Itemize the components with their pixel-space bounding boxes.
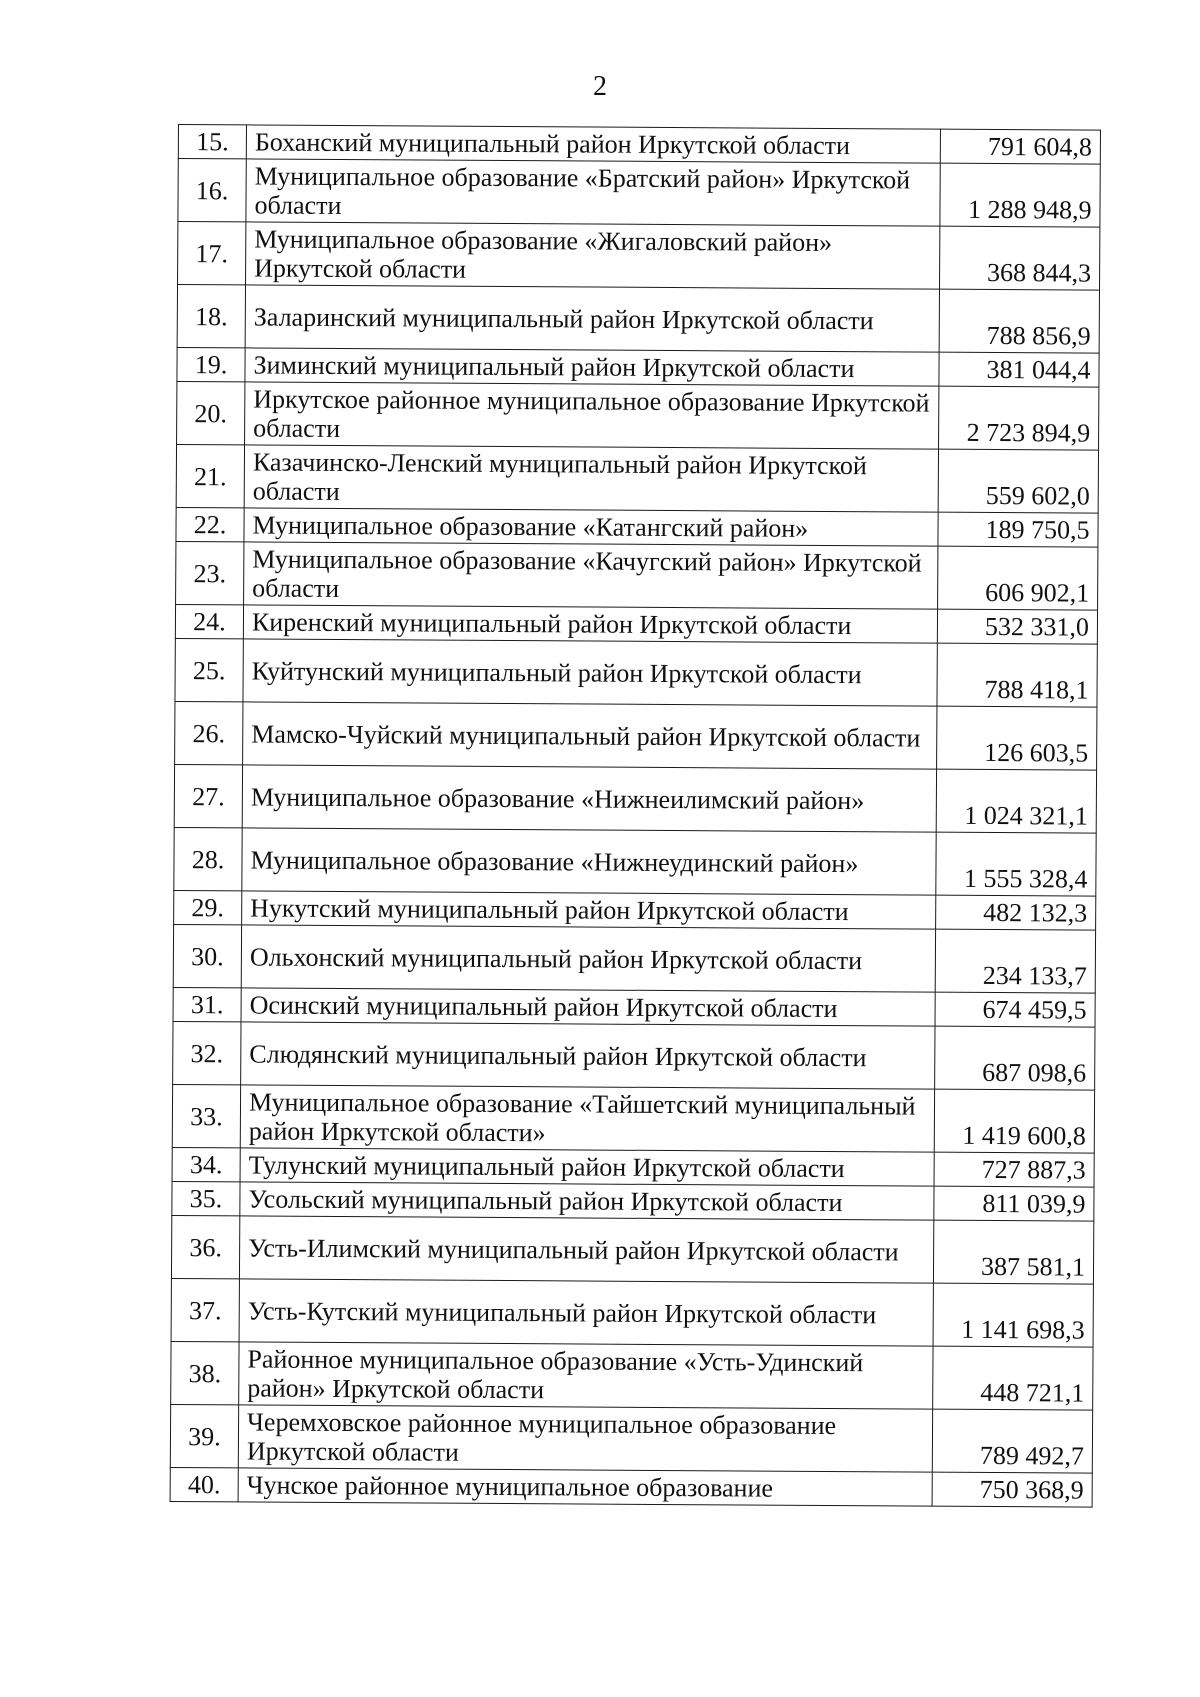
amount-value: 674 459,5 <box>935 992 1095 1027</box>
amount-value: 234 133,7 <box>935 929 1095 993</box>
row-number: 18. <box>177 285 245 348</box>
municipality-name: Куйтунский муниципальный район Иркутской области <box>243 639 937 706</box>
table-row <box>171 1341 1093 1410</box>
row-number: 24. <box>175 604 243 638</box>
municipality-name: Нукутский муниципальный район Иркутской области <box>242 891 936 929</box>
table-row <box>172 1181 1094 1221</box>
amount-value: 1 024 321,1 <box>936 769 1096 833</box>
amount-value: 1 555 328,4 <box>936 832 1096 896</box>
row-number: 17. <box>178 222 246 285</box>
municipality-name: Чунское районное муниципальное образование <box>238 1468 932 1506</box>
municipality-name: Тулунский муниципальный район Иркутской области <box>240 1148 934 1186</box>
table-row <box>173 924 1095 993</box>
row-number: 27. <box>174 764 242 827</box>
table-row <box>174 764 1096 833</box>
row-number: 15. <box>178 125 246 159</box>
amount-value: 126 603,5 <box>937 706 1097 770</box>
table-row <box>175 604 1097 644</box>
table-row <box>176 444 1098 513</box>
amount-value: 727 887,3 <box>934 1152 1094 1187</box>
row-number: 31. <box>173 987 241 1021</box>
municipality-name: Муниципальное образование «Тайшетский муниципальный район Иркутской области» <box>240 1085 934 1152</box>
amount-value: 1 419 600,8 <box>934 1089 1094 1153</box>
amount-value: 448 721,1 <box>933 1346 1093 1410</box>
municipality-name: Ольхонский муниципальный район Иркутской области <box>241 925 935 992</box>
table-row <box>172 1084 1094 1153</box>
budget-table <box>170 124 1101 1508</box>
table-row <box>175 638 1097 707</box>
amount-value: 559 602,0 <box>938 449 1098 513</box>
row-number: 22. <box>176 507 244 541</box>
row-number: 37. <box>171 1278 239 1341</box>
amount-value: 381 044,4 <box>939 352 1099 387</box>
row-number: 21. <box>176 444 244 507</box>
table-row <box>178 222 1100 291</box>
table-row <box>170 1467 1092 1507</box>
amount-value: 387 581,1 <box>933 1220 1093 1284</box>
table-row <box>177 381 1099 450</box>
table-row <box>177 285 1099 354</box>
row-number: 29. <box>174 890 242 924</box>
amount-value: 788 856,9 <box>939 289 1099 353</box>
row-number: 19. <box>177 347 245 381</box>
table-body <box>170 125 1100 1508</box>
row-number: 38. <box>171 1341 239 1404</box>
municipality-name: Муниципальное образование «Качугский район» Иркутской области <box>244 542 938 609</box>
municipality-name: Муниципальное образование «Нижнеудинский район» <box>242 828 936 895</box>
row-number: 39. <box>170 1404 238 1467</box>
municipality-name: Муниципальное образование «Братский район» Иркутской области <box>246 159 940 226</box>
municipality-name: Слюдянский муниципальный район Иркутской области <box>241 1022 935 1089</box>
row-number: 25. <box>175 638 243 701</box>
municipality-name: Казачинско-Ленский муниципальный район Иркутской области <box>244 445 938 512</box>
row-number: 16. <box>178 159 246 222</box>
table-row <box>175 701 1097 770</box>
amount-value: 2 723 894,9 <box>939 386 1099 450</box>
row-number: 23. <box>176 541 244 604</box>
row-number: 40. <box>170 1467 238 1501</box>
amount-value: 189 750,5 <box>938 512 1098 547</box>
row-number: 33. <box>172 1084 240 1147</box>
table-row <box>178 125 1100 165</box>
amount-value: 532 331,0 <box>937 609 1097 644</box>
municipality-name: Усольский муниципальный район Иркутской области <box>240 1182 934 1220</box>
table-row <box>173 1021 1095 1090</box>
amount-value: 482 132,3 <box>936 895 1096 930</box>
municipality-name: Черемховское районное муниципальное образование Иркутской области <box>238 1405 932 1472</box>
row-number: 26. <box>175 701 243 764</box>
municipality-name: Районное муниципальное образование «Усть-Удинский район» Иркутской области <box>239 1342 933 1409</box>
amount-value: 1 288 948,9 <box>940 163 1100 227</box>
row-number: 20. <box>177 381 245 444</box>
municipality-name: Зиминский муниципальный район Иркутской области <box>245 348 939 386</box>
table-row <box>176 507 1098 547</box>
row-number: 28. <box>174 827 242 890</box>
page-number: 2 <box>593 71 607 102</box>
municipality-name: Муниципальное образование «Катангский район» <box>244 508 938 546</box>
amount-value: 788 418,1 <box>937 643 1097 707</box>
municipality-name: Осинский муниципальный район Иркутской области <box>241 988 935 1026</box>
row-number: 36. <box>171 1215 239 1278</box>
municipality-name: Боханский муниципальный район Иркутской области <box>246 125 940 163</box>
municipality-name: Усть-Кутский муниципальный район Иркутской области <box>239 1279 933 1346</box>
table-row <box>171 1215 1093 1284</box>
table-row <box>170 1404 1092 1473</box>
table-row <box>176 541 1098 610</box>
amount-value: 789 492,7 <box>932 1409 1092 1473</box>
row-number: 35. <box>172 1181 240 1215</box>
table-row <box>178 159 1100 228</box>
amount-value: 791 604,8 <box>940 129 1100 164</box>
amount-value: 1 141 698,3 <box>933 1283 1093 1347</box>
table-row <box>174 827 1096 896</box>
table-row <box>173 987 1095 1027</box>
row-number: 30. <box>173 924 241 987</box>
row-number: 32. <box>173 1021 241 1084</box>
municipality-name: Иркутское районное муниципальное образование Иркутской области <box>245 382 939 449</box>
municipality-name: Мамско-Чуйский муниципальный район Иркутской области <box>243 702 937 769</box>
municipality-name: Усть-Илимский муниципальный район Иркутской области <box>239 1216 933 1283</box>
amount-value: 750 368,9 <box>932 1472 1092 1507</box>
amount-value: 811 039,9 <box>934 1186 1094 1221</box>
amount-value: 606 902,1 <box>938 546 1098 610</box>
municipality-name: Муниципальное образование «Жигаловский район» Иркутской области <box>246 222 940 289</box>
table-row <box>174 890 1096 930</box>
amount-value: 368 844,3 <box>940 226 1100 290</box>
table-row <box>171 1278 1093 1347</box>
row-number: 34. <box>172 1147 240 1181</box>
table-row <box>172 1147 1094 1187</box>
amount-value: 687 098,6 <box>935 1026 1095 1090</box>
municipality-name: Заларинский муниципальный район Иркутской области <box>245 285 939 352</box>
table-row <box>177 347 1099 387</box>
municipality-name: Муниципальное образование «Нижнеилимский район» <box>242 765 936 832</box>
municipality-name: Киренский муниципальный район Иркутской области <box>243 605 937 643</box>
